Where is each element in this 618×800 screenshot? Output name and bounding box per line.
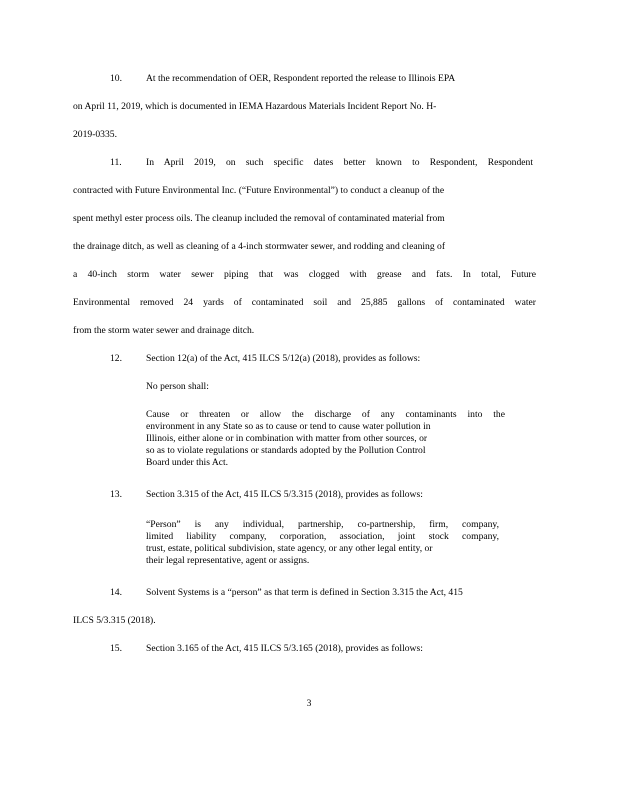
paragraph-line: ILCS 5/3.315 (2018). [73, 615, 156, 626]
paragraph-number: 15. [110, 643, 122, 654]
paragraph-number: 12. [110, 353, 122, 364]
paragraph-line: 2019-0335. [73, 129, 117, 140]
block-quote-line: Board under this Act. [146, 457, 229, 468]
block-quote-line: environment in any State so as to cause or tend to cause water pollution in [146, 421, 431, 432]
block-quote-line: trust, estate, political subdivision, state agency, or any other legal entity, or [146, 543, 433, 554]
block-quote-line: Illinois, either alone or in combination with matter from other sources, or [146, 433, 428, 444]
paragraph-line: Section 3.165 of the Act, 415 ILCS 5/3.165 (2018), provides as follows: [146, 643, 423, 654]
paragraph-line: In April 2019, on such specific dates better known to Respondent, Respondent [146, 157, 533, 168]
paragraph-line: At the recommendation of OER, Respondent reported the release to Illinois EPA [146, 73, 456, 84]
paragraph-line: Environmental removed 24 yards of contaminated soil and 25,885 gallons of contaminated water [73, 297, 536, 308]
paragraph-number: 11. [110, 157, 122, 168]
quote-intro: No person shall: [146, 381, 209, 392]
paragraph-number: 14. [110, 587, 122, 598]
block-quote-line: limited liability company, corporation, association, joint stock company, [146, 531, 499, 542]
paragraph-line: the drainage ditch, as well as cleaning of a 4-inch stormwater sewer, and rodding and cleaning of [73, 241, 446, 252]
paragraph-line: from the storm water sewer and drainage ditch. [73, 325, 255, 336]
block-quote-line: “Person” is any individual, partnership, co-partnership, firm, company, [146, 519, 499, 530]
block-quote-line: so as to violate regulations or standards adopted by the Pollution Control [146, 445, 426, 456]
page-number: 3 [306, 698, 312, 709]
paragraph-line: Solvent Systems is a “person” as that term is defined in Section 3.315 the Act, 415 [146, 587, 463, 598]
paragraph-line: Section 12(a) of the Act, 415 ILCS 5/12(a) (2018), provides as follows: [146, 353, 421, 364]
paragraph-line: contracted with Future Environmental Inc. (“Future Environmental”) to conduct a cleanup of the [73, 185, 445, 196]
paragraph-line: spent methyl ester process oils. The cleanup included the removal of contaminated material from [73, 213, 445, 224]
paragraph-number: 13. [110, 489, 122, 500]
paragraph-line: on April 11, 2019, which is documented in IEMA Hazardous Materials Incident Report No. H- [73, 101, 437, 112]
paragraph-line: Section 3.315 of the Act, 415 ILCS 5/3.315 (2018), provides as follows: [146, 489, 423, 500]
block-quote-line: Cause or threaten or allow the discharge of any contaminants into the [146, 409, 505, 420]
paragraph-line: a 40-inch storm water sewer piping that was clogged with grease and fats. In total, Future [73, 269, 536, 280]
paragraph-number: 10. [110, 73, 122, 84]
block-quote-line: their legal representative, agent or assigns. [146, 555, 310, 566]
